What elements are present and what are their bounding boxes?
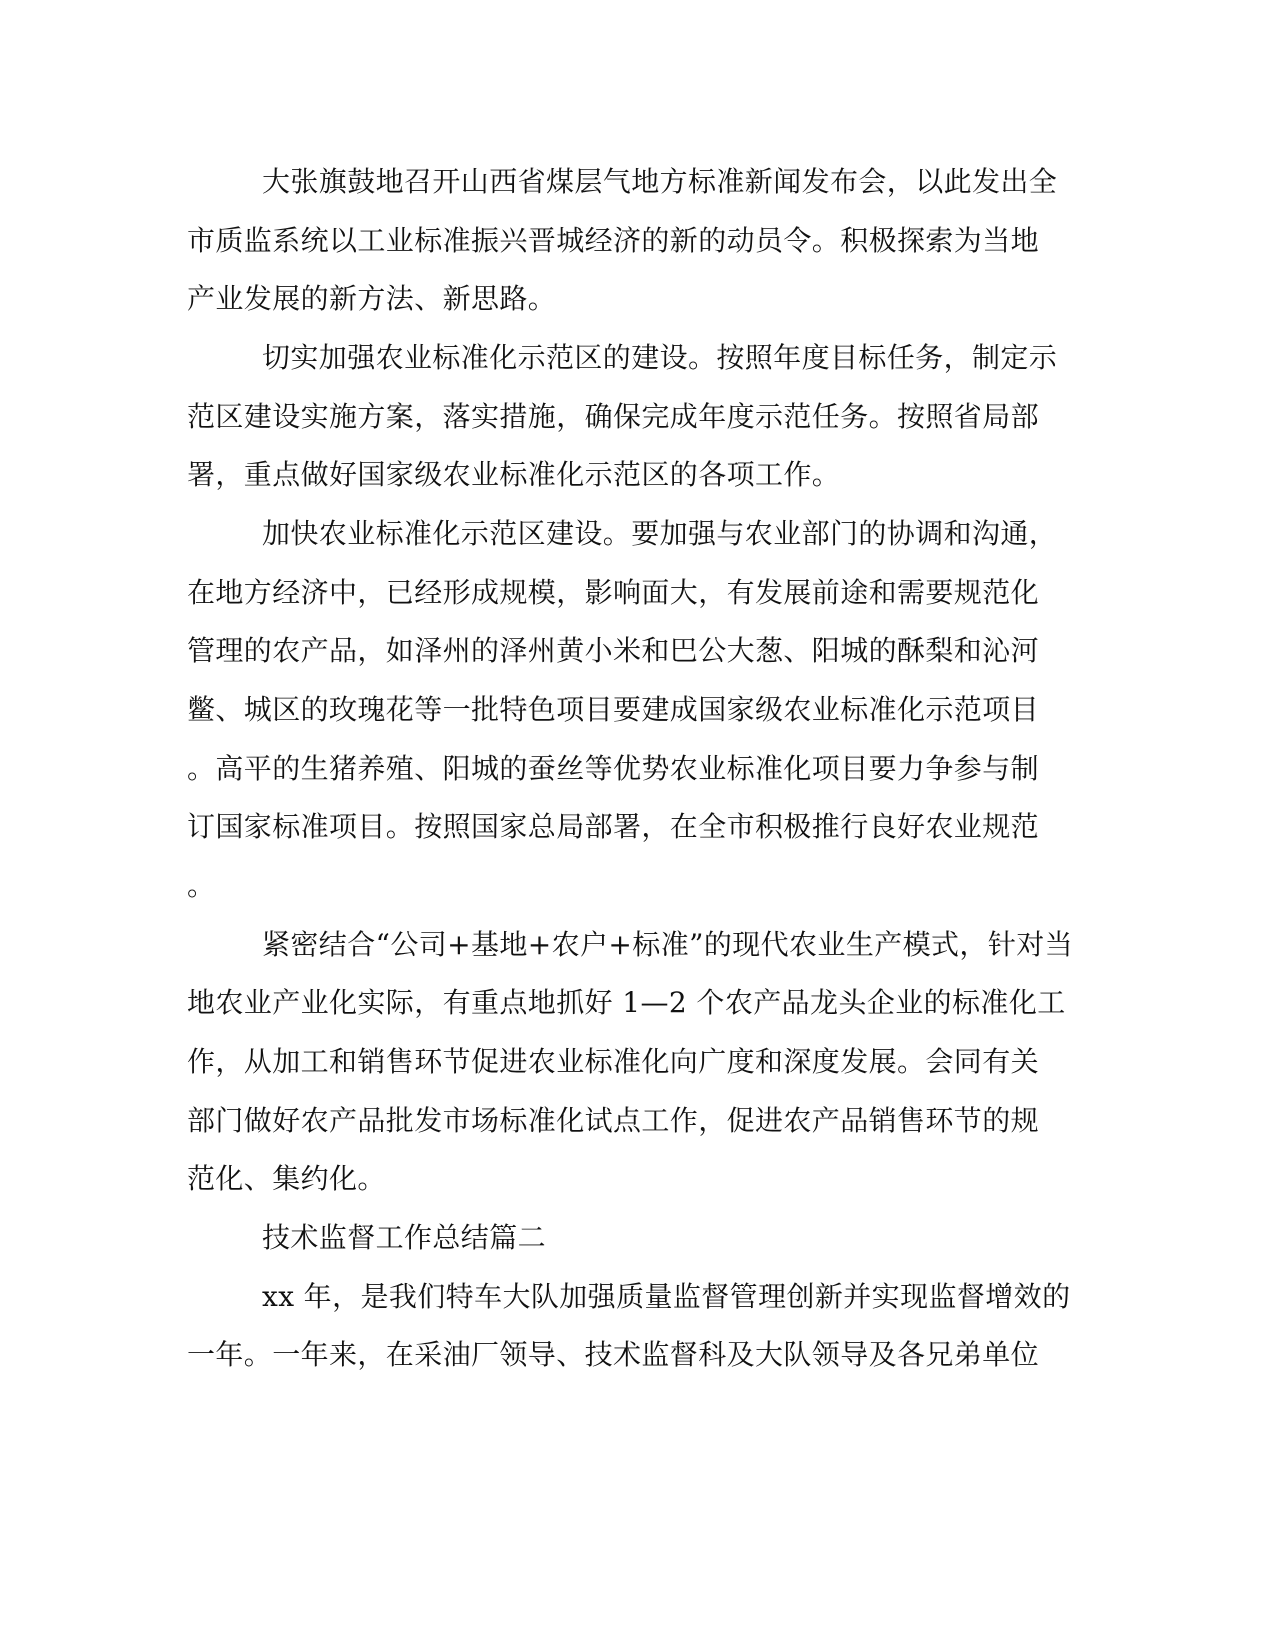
paragraph-3-line-7: 。: [187, 869, 216, 902]
paragraph-2-line-3: 署，重点做好国家级农业标准化示范区的各项工作。: [187, 458, 841, 491]
paragraph-3-line-2: 在地方经济中，已经形成规模，影响面大，有发展前途和需要规范化: [187, 576, 1040, 609]
paragraph-3-line-5: 。高平的生猪养殖、阳城的蚕丝等优势农业标准化项目要力争参与制: [187, 752, 1040, 785]
paragraph-4-line-4: 部门做好农产品批发市场标准化试点工作，促进农产品销售环节的规: [187, 1104, 1040, 1137]
paragraph-1-line-3: 产业发展的新方法、新思路。: [187, 282, 557, 315]
paragraph-6-line-1: xx 年，是我们特车大队加强质量监督管理创新并实现监督增效的: [262, 1280, 1071, 1313]
paragraph-6-line-2: 一年。一年来，在采油厂领导、技术监督科及大队领导及各兄弟单位: [187, 1338, 1040, 1371]
paragraph-4-line-1: 紧密结合“公司+基地+农户+标准”的现代农业生产模式，针对当: [262, 928, 1074, 961]
paragraph-4-line-2: 地农业产业化实际，有重点地抓好 1—2 个农产品龙头企业的标准化工: [187, 986, 1066, 1019]
paragraph-3-line-4: 鳖、城区的玫瑰花等一批特色项目要建成国家级农业标准化示范项目: [187, 693, 1040, 726]
paragraph-4-line-5: 范化、集约化。: [187, 1162, 386, 1195]
paragraph-3-line-1: 加快农业标准化示范区建设。要加强与农业部门的协调和沟通，: [262, 517, 1058, 550]
paragraph-2-line-1: 切实加强农业标准化示范区的建设。按照年度目标任务，制定示: [262, 341, 1058, 374]
paragraph-1-line-2: 市质监系统以工业标准振兴晋城经济的新的动员令。积极探索为当地: [187, 224, 1040, 257]
paragraph-3-line-3: 管理的农产品，如泽州的泽州黄小米和巴公大葱、阳城的酥梨和沁河: [187, 634, 1040, 667]
paragraph-4-line-3: 作，从加工和销售环节促进农业标准化向广度和深度发展。会同有关: [187, 1045, 1040, 1078]
paragraph-2-line-2: 范区建设实施方案，落实措施，确保完成年度示范任务。按照省局部: [187, 400, 1040, 433]
section-heading: 技术监督工作总结篇二: [262, 1221, 547, 1254]
paragraph-3-line-6: 订国家标准项目。按照国家总局部署，在全市积极推行良好农业规范: [187, 810, 1040, 843]
paragraph-1-line-1: 大张旗鼓地召开山西省煤层气地方标准新闻发布会，以此发出全: [262, 165, 1058, 198]
